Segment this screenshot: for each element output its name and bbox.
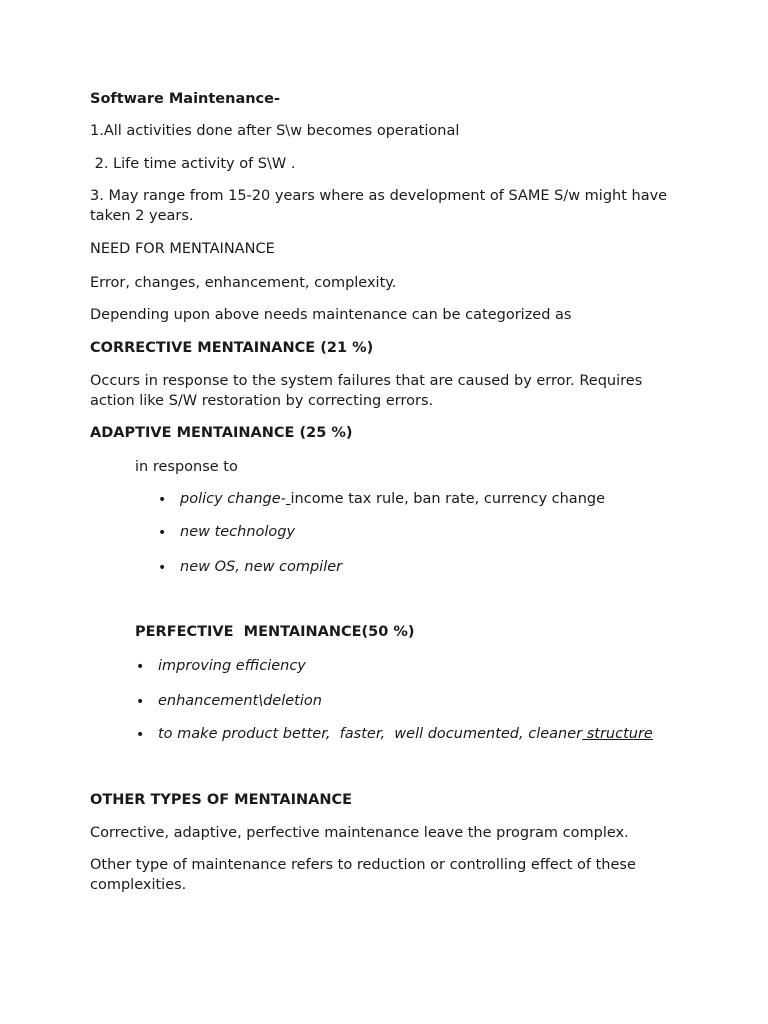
adaptive-item-3: new OS, new compiler	[180, 559, 343, 575]
perfective-item-3-main: to make product better, faster, well documented, cleaner	[158, 726, 583, 742]
point-2: 2. Life time activity of S\W .	[90, 156, 296, 172]
document-heading: Software Maintenance-	[90, 91, 281, 107]
corrective-text: Occurs in response to the system failures that are caused by error. Requires action like S/W restoration by correcting errors.	[90, 373, 643, 409]
adaptive-intro: in response to	[135, 459, 238, 475]
need-line-1: Error, changes, enhancement, complexity.	[90, 275, 397, 291]
adaptive-item-2: new technology	[180, 524, 296, 540]
other-line-2: Other type of maintenance refers to reduction or controlling effect of these complexities.	[90, 857, 636, 893]
point-1: 1.All activities done after S\w becomes operational	[90, 123, 460, 139]
perfective-item-1: improving efficiency	[158, 658, 306, 674]
adaptive-title: ADAPTIVE MENTAINANCE (25 %)	[90, 425, 353, 441]
bullet-marker: •	[158, 525, 167, 541]
need-line-2: Depending upon above needs maintenance can be categorized as	[90, 307, 572, 323]
need-title: NEED FOR MENTAINANCE	[90, 241, 275, 257]
perfective-title: PERFECTIVE MENTAINANCE(50 %)	[135, 624, 415, 640]
perfective-item-3-underlined: structure	[582, 726, 653, 742]
point-3: 3. May range from 15-20 years where as development of SAME S/w might have taken 2 years.	[90, 188, 668, 224]
perfective-item-3	[158, 724, 653, 744]
bullet-marker: •	[136, 659, 145, 675]
adaptive-item-1	[180, 489, 605, 509]
bullet-marker: •	[136, 694, 145, 710]
bullet-marker: •	[136, 727, 145, 743]
bullet-marker: •	[158, 492, 167, 508]
bullet-marker: •	[158, 560, 167, 576]
other-line-1: Corrective, adaptive, perfective maintenance leave the program complex.	[90, 825, 629, 841]
adaptive-item-1-rest: income tax rule, ban rate, currency change	[290, 491, 606, 507]
corrective-title: CORRECTIVE MENTAINANCE (21 %)	[90, 340, 374, 356]
adaptive-item-1-italic: policy change-	[180, 491, 286, 507]
perfective-item-2: enhancement\deletion	[158, 693, 322, 709]
other-title: OTHER TYPES OF MENTAINANCE	[90, 792, 353, 808]
